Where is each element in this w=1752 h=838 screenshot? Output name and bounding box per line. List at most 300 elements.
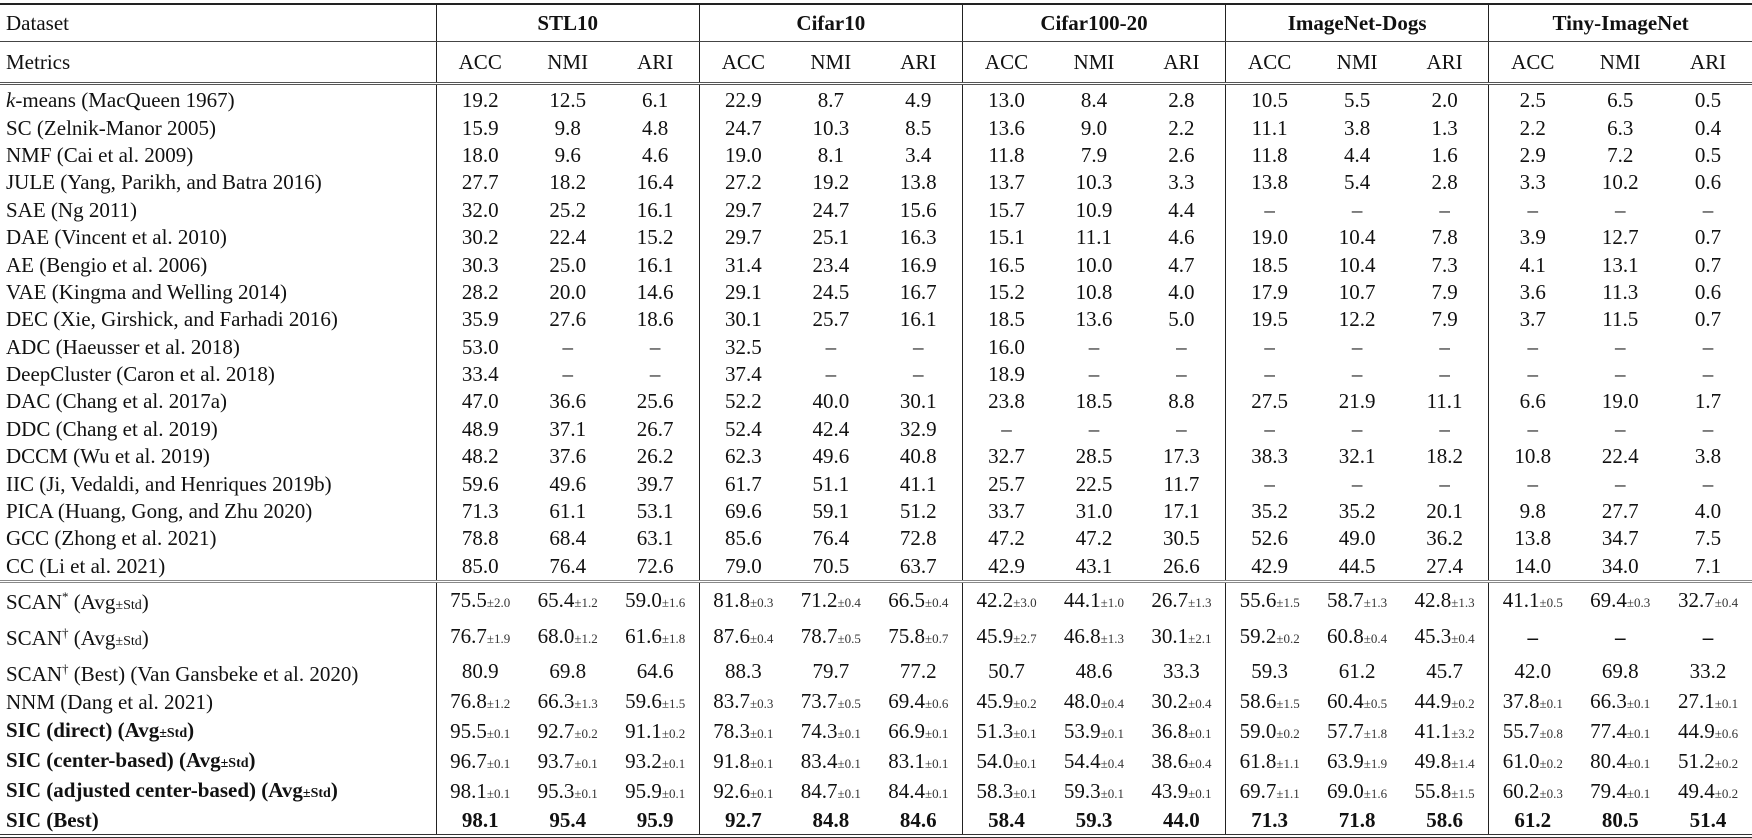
metric-value: 79.4 bbox=[1590, 778, 1627, 803]
metric-cell bbox=[612, 619, 700, 655]
metric-cell bbox=[1138, 142, 1226, 169]
metric-cell bbox=[612, 334, 700, 361]
metric-cell bbox=[1489, 443, 1577, 470]
metric-cell bbox=[1401, 688, 1489, 717]
metric-cell bbox=[1138, 279, 1226, 306]
metric-value: 59.0 bbox=[1239, 718, 1277, 743]
metric-value: 74.3 bbox=[800, 718, 838, 743]
dataset-stl10: STL10 bbox=[436, 4, 699, 42]
metric-value: 10.3 bbox=[1075, 170, 1113, 195]
method-name bbox=[0, 224, 436, 251]
metric-std: ±1.5 bbox=[1276, 696, 1300, 712]
metric-value: 30.2 bbox=[461, 225, 499, 250]
metric-cell bbox=[1138, 251, 1226, 278]
metric-cell bbox=[1050, 416, 1138, 443]
metric-cell bbox=[1576, 807, 1664, 836]
method-name-part: † bbox=[62, 625, 69, 641]
metric-value: 10.8 bbox=[1075, 279, 1113, 304]
metric-value: 17.1 bbox=[1163, 499, 1200, 524]
metric-value: 42.8 bbox=[1414, 587, 1452, 612]
metric-value: 35.2 bbox=[1251, 499, 1289, 524]
metric-cell bbox=[1576, 470, 1664, 497]
metric-cell bbox=[612, 279, 700, 306]
metric-cell bbox=[1576, 197, 1664, 224]
metric-cell bbox=[1313, 251, 1401, 278]
method-name bbox=[0, 197, 436, 224]
metric-value: – bbox=[1351, 362, 1363, 387]
metric-value: 2.2 bbox=[1168, 115, 1195, 140]
metric-value: 83.1 bbox=[888, 748, 925, 773]
metric-value: 10.0 bbox=[1075, 252, 1113, 277]
method-name-part: SC (Zelnik-Manor 2005) bbox=[6, 115, 216, 140]
metric-value: 6.1 bbox=[642, 88, 669, 113]
metric-value: 13.1 bbox=[1601, 252, 1639, 277]
metric-cell bbox=[1313, 582, 1401, 620]
metric-value: 77.2 bbox=[899, 659, 937, 684]
method-name bbox=[0, 807, 436, 836]
metric-value: 98.1 bbox=[450, 778, 487, 803]
metric-value: – bbox=[1614, 471, 1626, 496]
metric-cell bbox=[612, 306, 700, 333]
metric-std: ±0.2 bbox=[1714, 785, 1739, 801]
metric-value: 48.2 bbox=[461, 444, 499, 469]
metric-cell bbox=[1313, 279, 1401, 306]
metric-value: 16.0 bbox=[988, 334, 1025, 359]
metric-cell bbox=[1401, 443, 1489, 470]
metric-cell bbox=[612, 777, 700, 807]
metric-cell bbox=[699, 498, 787, 525]
metric-cell bbox=[1138, 388, 1226, 415]
metric-cell bbox=[524, 224, 612, 251]
metric-value: 32.7 bbox=[988, 444, 1025, 469]
metric-cell bbox=[1050, 334, 1138, 361]
metric-cell bbox=[1226, 747, 1314, 777]
metric-std: ±1.5 bbox=[1276, 594, 1300, 610]
metric-value: 3.3 bbox=[1168, 170, 1195, 195]
metric-value: 7.8 bbox=[1431, 225, 1458, 250]
metric-cell bbox=[699, 306, 787, 333]
metric-value: 27.4 bbox=[1426, 553, 1463, 578]
metric-ari: ARI bbox=[1401, 42, 1489, 84]
metric-cell bbox=[524, 142, 612, 169]
metric-value: 12.5 bbox=[549, 88, 587, 113]
metric-cell bbox=[1664, 498, 1752, 525]
metric-value: 3.9 bbox=[1519, 225, 1546, 250]
metric-value: – bbox=[1614, 197, 1626, 222]
metric-value: 18.2 bbox=[1426, 444, 1463, 469]
metric-value: 13.8 bbox=[1251, 170, 1289, 195]
metric-cell bbox=[1050, 114, 1138, 141]
metric-cell bbox=[1489, 334, 1577, 361]
metric-value: 71.3 bbox=[1251, 808, 1289, 833]
metric-value: 42.0 bbox=[1514, 659, 1552, 684]
metric-cell bbox=[875, 114, 963, 141]
metric-value: 85.6 bbox=[724, 526, 762, 551]
metric-value: 55.8 bbox=[1414, 778, 1452, 803]
metric-value: 69.4 bbox=[888, 689, 925, 714]
metric-value: 32.5 bbox=[724, 334, 762, 359]
metric-value: 69.0 bbox=[1327, 778, 1364, 803]
metric-value: 48.0 bbox=[1063, 689, 1101, 714]
metric-value: 76.4 bbox=[812, 526, 850, 551]
metric-cell bbox=[1226, 655, 1314, 688]
metric-value: 27.5 bbox=[1251, 389, 1289, 414]
metric-value: 87.6 bbox=[713, 623, 751, 648]
metric-value: 8.4 bbox=[1080, 88, 1108, 113]
metric-value: 53.0 bbox=[461, 334, 499, 359]
metric-value: – bbox=[1176, 416, 1187, 441]
metric-value: 54.0 bbox=[976, 748, 1014, 773]
metric-value: 10.4 bbox=[1338, 252, 1376, 277]
metric-value: 61.8 bbox=[1239, 748, 1277, 773]
metric-cell bbox=[524, 114, 612, 141]
metric-cell bbox=[1050, 777, 1138, 807]
metric-value: – bbox=[562, 334, 573, 359]
metric-cell bbox=[1313, 655, 1401, 688]
metric-cell bbox=[699, 777, 787, 807]
metric-cell bbox=[875, 619, 963, 655]
metric-value: 51.4 bbox=[1689, 808, 1727, 833]
metric-std: ±0.1 bbox=[1714, 696, 1739, 712]
metric-ari: ARI bbox=[612, 42, 700, 84]
metric-acc: ACC bbox=[436, 42, 524, 84]
metric-cell bbox=[962, 142, 1050, 169]
metric-value: 14.6 bbox=[636, 279, 674, 304]
metric-std: ±2.1 bbox=[1188, 630, 1212, 646]
dataset-header: Dataset bbox=[0, 4, 436, 42]
metric-value: 25.7 bbox=[988, 471, 1025, 496]
metric-cell bbox=[1050, 361, 1138, 388]
metric-std: ±0.1 bbox=[1100, 725, 1125, 741]
metric-value: 91.8 bbox=[713, 748, 751, 773]
metric-std: ±2.7 bbox=[1013, 630, 1037, 646]
metric-cell bbox=[1138, 361, 1226, 388]
metric-cell bbox=[1401, 334, 1489, 361]
metric-cell bbox=[875, 416, 963, 443]
method-name-part: k bbox=[6, 88, 16, 113]
metric-std: ±0.5 bbox=[837, 696, 861, 712]
metric-cell bbox=[1138, 525, 1226, 552]
metric-cell bbox=[1576, 619, 1664, 655]
table-row bbox=[0, 443, 1752, 470]
metric-value: 75.8 bbox=[888, 623, 925, 648]
method-name bbox=[0, 169, 436, 196]
metric-std: ±0.1 bbox=[924, 725, 949, 741]
metric-std: ±0.1 bbox=[837, 725, 861, 741]
metric-cell bbox=[1138, 619, 1226, 655]
metric-cell bbox=[787, 553, 875, 582]
method-name-part: -means (MacQueen 1967) bbox=[15, 88, 235, 113]
metric-value: 36.2 bbox=[1426, 526, 1463, 551]
metric-std: ±1.5 bbox=[661, 696, 686, 712]
metric-value: – bbox=[562, 362, 573, 387]
metric-std: ±0.1 bbox=[1626, 785, 1651, 801]
metric-cell bbox=[1489, 251, 1577, 278]
metric-value: 38.3 bbox=[1251, 444, 1289, 469]
metric-value: 0.5 bbox=[1694, 88, 1722, 113]
metric-cell bbox=[1401, 361, 1489, 388]
metric-std: ±0.4 bbox=[1714, 594, 1739, 610]
metric-acc: ACC bbox=[699, 42, 787, 84]
metric-std: ±0.8 bbox=[1539, 725, 1563, 741]
metric-value: 49.6 bbox=[812, 444, 850, 469]
metric-value: 18.5 bbox=[1251, 252, 1289, 277]
metric-value: 3.6 bbox=[1519, 279, 1546, 304]
table-row bbox=[0, 619, 1752, 655]
metric-cell bbox=[524, 553, 612, 582]
metric-cell bbox=[1664, 553, 1752, 582]
metric-value: 78.3 bbox=[713, 718, 751, 743]
table-row bbox=[0, 655, 1752, 688]
metric-value: 51.1 bbox=[812, 471, 850, 496]
metric-cell bbox=[699, 553, 787, 582]
metric-value: 61.7 bbox=[724, 471, 762, 496]
metric-std: ±2.0 bbox=[486, 594, 511, 610]
metric-std: ±0.4 bbox=[750, 630, 774, 646]
metric-value: 16.4 bbox=[636, 170, 674, 195]
metric-cell bbox=[1050, 655, 1138, 688]
metric-value: 26.7 bbox=[636, 416, 674, 441]
metric-cell bbox=[1576, 747, 1664, 777]
metric-cell bbox=[1664, 470, 1752, 497]
metric-cell bbox=[1313, 197, 1401, 224]
metric-value: 4.7 bbox=[1168, 252, 1195, 277]
metric-cell bbox=[1664, 361, 1752, 388]
metric-value: 25.2 bbox=[549, 197, 587, 222]
metric-cell bbox=[1226, 224, 1314, 251]
metric-cell bbox=[875, 443, 963, 470]
metric-value: 20.0 bbox=[549, 279, 587, 304]
method-name bbox=[0, 334, 436, 361]
metric-cell bbox=[1664, 306, 1752, 333]
metric-std: ±0.4 bbox=[1363, 630, 1388, 646]
table-row bbox=[0, 688, 1752, 717]
metric-value: 60.4 bbox=[1327, 689, 1364, 714]
metric-std: ±0.4 bbox=[1100, 696, 1125, 712]
metric-cell bbox=[787, 416, 875, 443]
metric-value: 10.8 bbox=[1514, 444, 1552, 469]
metric-cell bbox=[436, 416, 524, 443]
metric-value: 45.9 bbox=[976, 689, 1014, 714]
metric-value: 28.2 bbox=[461, 279, 499, 304]
metric-cell bbox=[1226, 470, 1314, 497]
method-name bbox=[0, 553, 436, 582]
metric-cell bbox=[1664, 388, 1752, 415]
metric-cell bbox=[699, 655, 787, 688]
table-row bbox=[0, 197, 1752, 224]
metric-cell bbox=[1664, 582, 1752, 620]
metric-value: 42.9 bbox=[1251, 553, 1289, 578]
metric-value: 70.5 bbox=[812, 553, 850, 578]
metric-value: – bbox=[1176, 334, 1187, 359]
metric-std: ±3.0 bbox=[1013, 594, 1037, 610]
metric-cell bbox=[1576, 553, 1664, 582]
metric-value: 42.2 bbox=[976, 587, 1014, 612]
method-name-part: SCAN bbox=[6, 662, 63, 687]
metric-value: 45.9 bbox=[976, 623, 1014, 648]
metric-std: ±0.1 bbox=[750, 755, 774, 771]
metric-cell bbox=[1313, 619, 1401, 655]
metric-cell bbox=[1489, 197, 1577, 224]
metric-value: 55.7 bbox=[1502, 718, 1540, 743]
metric-cell bbox=[962, 84, 1050, 115]
metric-value: 37.6 bbox=[549, 444, 587, 469]
method-name-part: † bbox=[62, 661, 69, 677]
metric-value: 24.5 bbox=[812, 279, 850, 304]
table-row bbox=[0, 525, 1752, 552]
metric-value: 37.8 bbox=[1502, 689, 1540, 714]
metric-cell bbox=[612, 553, 700, 582]
metric-cell bbox=[1664, 114, 1752, 141]
metric-value: 13.0 bbox=[988, 88, 1025, 113]
metric-cell bbox=[1576, 361, 1664, 388]
metric-std: ±0.1 bbox=[837, 785, 861, 801]
metric-cell bbox=[1489, 279, 1577, 306]
metric-value: 32.1 bbox=[1338, 444, 1376, 469]
metric-value: 69.4 bbox=[1590, 587, 1627, 612]
table-row bbox=[0, 582, 1752, 620]
metric-value: 66.9 bbox=[888, 718, 925, 743]
metric-value: 43.9 bbox=[1151, 778, 1189, 803]
metric-cell bbox=[1226, 807, 1314, 836]
metric-cell bbox=[1401, 717, 1489, 747]
metric-value: 9.8 bbox=[554, 115, 581, 140]
metric-value: 18.2 bbox=[549, 170, 587, 195]
method-name-part: SIC (center-based) (Avg bbox=[6, 748, 221, 773]
table-row bbox=[0, 416, 1752, 443]
metric-cell bbox=[1138, 224, 1226, 251]
metric-value: 27.1 bbox=[1677, 689, 1715, 714]
metric-cell bbox=[524, 361, 612, 388]
metric-std: ±0.1 bbox=[661, 785, 686, 801]
metric-value: 84.7 bbox=[800, 778, 838, 803]
metric-value: 75.5 bbox=[450, 587, 487, 612]
metric-std: ±0.3 bbox=[750, 696, 774, 712]
metric-cell bbox=[875, 470, 963, 497]
metric-value: 49.4 bbox=[1677, 778, 1715, 803]
metric-cell bbox=[436, 717, 524, 747]
method-name-part: DAE (Vincent et al. 2010) bbox=[6, 225, 227, 250]
metric-value: 26.2 bbox=[636, 444, 674, 469]
metric-cell bbox=[524, 717, 612, 747]
metric-cell bbox=[1576, 688, 1664, 717]
metric-cell bbox=[1226, 416, 1314, 443]
table-row bbox=[0, 553, 1752, 582]
metric-cell bbox=[1401, 279, 1489, 306]
metric-cell bbox=[1576, 306, 1664, 333]
metric-value: 35.2 bbox=[1338, 499, 1376, 524]
metric-value: 66.3 bbox=[537, 689, 575, 714]
method-name-part: GCC (Zhong et al. 2021) bbox=[6, 526, 217, 551]
metric-cell bbox=[787, 582, 875, 620]
metric-cell bbox=[612, 388, 700, 415]
metric-cell bbox=[787, 251, 875, 278]
metric-std: ±0.5 bbox=[1539, 594, 1563, 610]
metric-std: ±0.1 bbox=[574, 755, 598, 771]
metric-cell bbox=[962, 416, 1050, 443]
metric-value: 4.6 bbox=[642, 142, 669, 167]
metric-cell bbox=[1576, 169, 1664, 196]
metric-value: 49.6 bbox=[549, 471, 587, 496]
metric-cell bbox=[1226, 777, 1314, 807]
metric-value: 95.9 bbox=[636, 808, 674, 833]
metric-value: 36.8 bbox=[1151, 718, 1189, 743]
metric-cell bbox=[1313, 169, 1401, 196]
metric-std: ±0.1 bbox=[750, 785, 774, 801]
metric-value: 18.0 bbox=[461, 142, 499, 167]
metric-cell bbox=[1050, 169, 1138, 196]
metric-cell bbox=[699, 582, 787, 620]
metric-cell bbox=[436, 84, 524, 115]
metric-value: 63.1 bbox=[636, 526, 674, 551]
metric-std: ±0.1 bbox=[1013, 725, 1037, 741]
metric-cell bbox=[436, 525, 524, 552]
metric-value: 39.7 bbox=[636, 471, 674, 496]
metric-value: 32.0 bbox=[461, 197, 499, 222]
metric-cell bbox=[787, 197, 875, 224]
metric-value: 5.4 bbox=[1343, 170, 1371, 195]
metric-value: 35.9 bbox=[461, 307, 499, 332]
metric-cell bbox=[1050, 470, 1138, 497]
metric-value: 31.0 bbox=[1075, 499, 1113, 524]
metric-value: 0.7 bbox=[1694, 225, 1722, 250]
metric-ari: ARI bbox=[1664, 42, 1752, 84]
metric-value: 15.1 bbox=[988, 225, 1025, 250]
metric-cell bbox=[1401, 553, 1489, 582]
metric-cell bbox=[1138, 717, 1226, 747]
metric-std: ±1.2 bbox=[486, 696, 511, 712]
metric-cell bbox=[1401, 416, 1489, 443]
metric-std: ±1.5 bbox=[1451, 785, 1475, 801]
metric-value: – bbox=[1351, 334, 1363, 359]
metric-value: 33.2 bbox=[1689, 659, 1727, 684]
metric-value: 1.3 bbox=[1431, 115, 1458, 140]
metric-cell bbox=[1401, 777, 1489, 807]
metric-cell bbox=[962, 169, 1050, 196]
metric-std: ±0.1 bbox=[1626, 725, 1651, 741]
metric-cell bbox=[962, 498, 1050, 525]
metric-std: ±1.6 bbox=[661, 594, 686, 610]
metric-std: ±1.2 bbox=[574, 630, 598, 646]
metric-cell bbox=[1576, 777, 1664, 807]
metric-cell bbox=[1050, 142, 1138, 169]
method-name bbox=[0, 582, 436, 620]
metric-value: 33.7 bbox=[988, 499, 1025, 524]
metric-value: 46.8 bbox=[1063, 623, 1101, 648]
metric-cell bbox=[524, 388, 612, 415]
metric-cell bbox=[1664, 619, 1752, 655]
table-row bbox=[0, 388, 1752, 415]
metric-cell bbox=[1576, 142, 1664, 169]
metric-cell bbox=[1489, 306, 1577, 333]
metric-cell bbox=[875, 525, 963, 552]
metric-cell bbox=[1226, 169, 1314, 196]
metric-cell bbox=[1050, 807, 1138, 836]
method-name bbox=[0, 361, 436, 388]
metric-ari: ARI bbox=[875, 42, 963, 84]
metric-cell bbox=[787, 114, 875, 141]
metric-value: 44.9 bbox=[1677, 718, 1715, 743]
metric-value: – bbox=[1088, 334, 1100, 359]
metric-value: 25.1 bbox=[812, 225, 850, 250]
table-row bbox=[0, 807, 1752, 836]
dataset-tiny-imagenet: Tiny-ImageNet bbox=[1489, 4, 1752, 42]
metric-cell bbox=[875, 334, 963, 361]
metric-value: 3.8 bbox=[1343, 115, 1371, 140]
table-row bbox=[0, 470, 1752, 497]
metric-cell bbox=[1401, 582, 1489, 620]
metric-value: 59.3 bbox=[1075, 808, 1113, 833]
